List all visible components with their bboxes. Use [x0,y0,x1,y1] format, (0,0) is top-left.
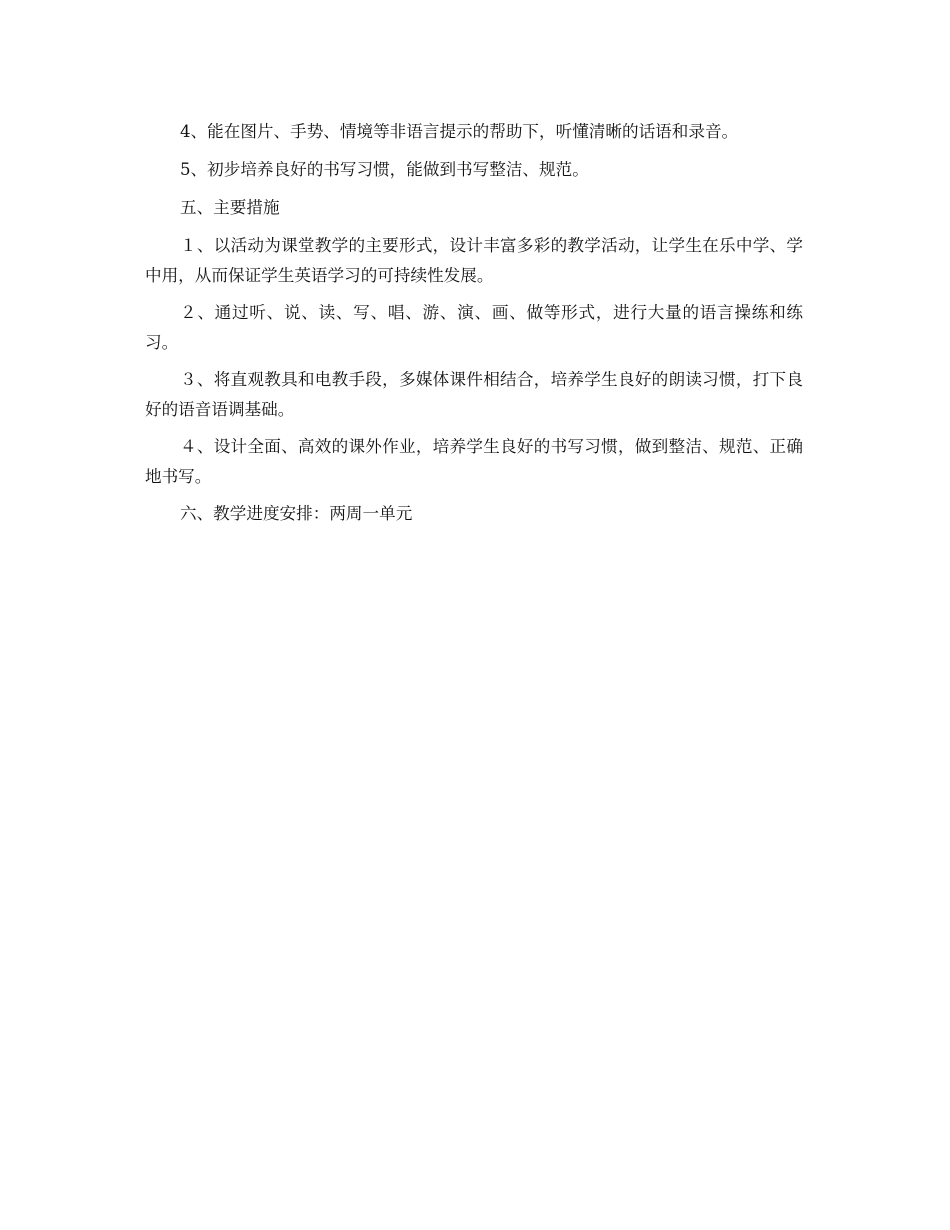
paragraph-measure-2: ２、通过听、说、读、写、唱、游、演、画、做等形式，进行大量的语言操练和练习。 [145,303,803,352]
paragraph-writing-habit-goal: 5、初步培养良好的书写习惯，能做到书写整洁、规范。 [180,160,589,179]
section-heading-main-measures: 五、主要措施 [180,198,280,217]
paragraph-measure-3: ３、将直观教具和电教手段，多媒体课件相结合，培养学生良好的朗读习惯，打下良好的语音语调基础。 [145,370,803,419]
paragraph-listening-goal: 4、能在图片、手势、情境等非语言提示的帮助下，听懂清晰的话语和录音。 [180,122,739,141]
paragraph-measure-1: １、以活动为课堂教学的主要形式，设计丰富多彩的教学活动，让学生在乐中学、学中用，从而保证学生英语学习的可持续性发展。 [145,236,803,285]
document-body [145,117,803,537]
section-heading-schedule: 六、教学进度安排：两周一单元 [180,504,413,523]
paragraph-measure-4: ４、设计全面、高效的课外作业，培养学生良好的书写习惯，做到整洁、规范、正确地书写。 [145,437,803,486]
